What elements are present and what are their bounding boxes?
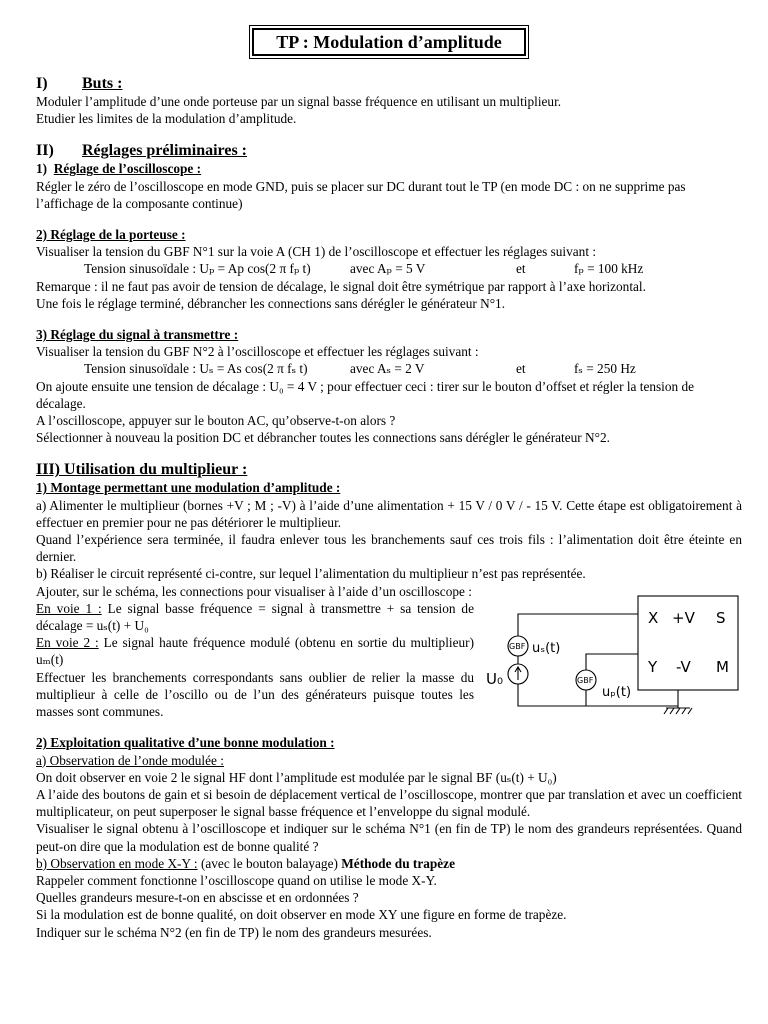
carrier-et: et [516, 261, 526, 277]
document-page [36, 28, 742, 941]
pin-y-label: Y [648, 657, 658, 676]
u0-label: U₀ [486, 669, 503, 688]
page-title: TP : Modulation d’amplitude [252, 28, 526, 56]
gbf-1-label: GBF [509, 641, 526, 651]
carrier-remark: Remarque : il ne faut pas avoir de tension de décalage, le signal doit être symétrique par rapport à l’axe horizontal. [36, 278, 646, 294]
pin-m-label: M [716, 657, 729, 676]
xy-line-1: Rappeler comment fonctionne l’oscilloscope quand on utilise le mode X-Y. [36, 872, 437, 888]
subsection-2-2-heading: 2) Réglage de la porteuse : [36, 227, 186, 243]
voie-1-text: Le signal basse fréquence = signal à transmettre + sa tension de décalage = uₛ(t) + U₀ [36, 600, 474, 634]
xy-line-2: Quelles grandeurs mesure-t-on en abscisse et en ordonnées ? [36, 890, 359, 906]
up-label: uₚ(t) [602, 684, 632, 700]
carrier-frequency: fₚ = 100 kHz [574, 261, 644, 277]
section-2-heading [36, 141, 742, 160]
multiplier-end-text: Quand l’expérience sera terminée, il faudra enlever tous les branchements sauf ces trois fils : l’alimentation doit être éteinte en dernier. [36, 532, 742, 565]
subsection-2-1-heading [36, 160, 742, 177]
subsection-2-1-title: Réglage de l’oscilloscope : [53, 161, 202, 177]
goal-line-2: Etudier les limites de la modulation d’amplitude. [36, 111, 297, 127]
xy-line-4: Indiquer sur le schéma N°2 (en fin de TP) le nom des grandeurs mesurées. [36, 924, 432, 940]
xy-line-3: Si la modulation est de bonne qualité, on doit observer en mode XY une figure en forme de trapèze. [36, 907, 567, 923]
offset-text: On ajoute ensuite une tension de décalage : U₀ = 4 V ; pour effectuer ceci : tirer sur le bouton d’offset et régler la tension de décalage. [36, 378, 695, 411]
signal-tension: Tension sinusoïdale : Uₛ = As cos(2 π fₛ t) [84, 361, 308, 377]
subsection-2-3-heading: 3) Réglage du signal à transmettre : [36, 327, 239, 343]
ac-question: A l’oscilloscope, appuyer sur le bouton AC, qu’observe-t-on alors ? [36, 413, 396, 429]
xy-heading-line [36, 855, 742, 872]
subsection-3-1-heading: 1) Montage permettant une modulation d’amplitude : [36, 480, 341, 496]
modulated-wave-1: On doit observer en voie 2 le signal HF dont l’amplitude est modulée par le signal BF (uₛ(t) + U₀) [36, 769, 557, 785]
signal-amplitude: avec Aₛ = 2 V [350, 361, 425, 377]
voie-2 [36, 634, 474, 668]
carrier-params [36, 260, 742, 277]
wire-y [586, 654, 638, 670]
section-3-heading: III) Utilisation du multiplieur : [36, 461, 248, 479]
signal-et: et [516, 361, 526, 377]
us-label: uₛ(t) [532, 640, 561, 656]
xy-paren: (avec le bouton balayage) [197, 855, 342, 871]
signal-line-1: Visualiser la tension du GBF N°2 à l’oscilloscope et effectuer les réglages suivant : [36, 344, 479, 360]
oscilloscope-setting-text: Régler le zéro de l’oscilloscope en mode GND, puis se placer sur DC durant tout le TP (en mode DC : on ne supprime pas l’affichage de la composante continue) [36, 178, 686, 211]
section-2-title: Réglages préliminaires : [82, 142, 248, 160]
voies-text [36, 600, 474, 720]
subsection-3-2-heading: 2) Exploitation qualitative d’une bonne modulation : [36, 735, 335, 751]
pin-minus-v-label: -V [676, 657, 691, 676]
section-1-heading [36, 74, 742, 93]
voie-2-label: En voie 2 : [36, 635, 99, 651]
oscillo-instruction: Ajouter, sur le schéma, les connections pour visualiser à l’aide d’un oscilloscope : [36, 583, 472, 599]
xy-heading: b) Observation en mode X-Y : [36, 855, 198, 871]
goal-line-1: Moduler l’amplitude d’une onde porteuse par un signal basse fréquence en utilisant un multiplieur. [36, 94, 562, 109]
signal-frequency: fₛ = 250 Hz [574, 361, 636, 377]
gbf-2-label: GBF [577, 675, 594, 685]
modulated-wave-3: Visualiser le signal obtenu à l’oscilloscope et indiquer sur le schéma N°1 (en fin de TP) le nom des grandeurs représentées. Quand peut-on dire que la modulation est de bonne qualité ? [36, 821, 742, 854]
voie-2-text: Le signal haute fréquence modulé (obtenu en sortie du multiplieur) uₘ(t) [36, 635, 474, 668]
section-2-number: II) [36, 142, 54, 160]
subsection-2-1-number: 1) [36, 161, 48, 177]
pin-x-label: X [648, 608, 659, 627]
circuit-block [36, 600, 742, 720]
wire-x [518, 614, 638, 636]
signal-params [36, 360, 742, 377]
dc-instruction: Sélectionner à nouveau la position DC et débrancher toutes les connections sans dérégler le générateur N°2. [36, 430, 610, 446]
modulated-wave-heading: a) Observation de l’onde modulée : [36, 752, 224, 768]
multiplier-power-text: a) Alimenter le multiplieur (bornes +V ; M ; -V) à l’aide d’une alimentation + 15 V / 0 V / - 15 V. Cette étape est obligatoirement à effectuer en premier pour ne pas détériorer le multiplieur. [36, 497, 742, 530]
wire-ground [518, 684, 586, 706]
connections-text: Effectuer les branchements correspondants sans oublier de relier la masse du multiplieur à celle de l’oscillo ou de l’un des générateurs puisque toutes les masses sont communes. [36, 669, 474, 720]
carrier-tension: Tension sinusoïdale : Uₚ = Ap cos(2 π fₚ t) [84, 261, 311, 277]
carrier-line-1: Visualiser la tension du GBF N°1 sur la voie A (CH 1) de l’oscilloscope et effectuer les réglages suivant : [36, 244, 597, 260]
carrier-amplitude: avec Aₚ = 5 V [350, 261, 426, 277]
section-1-number: I) [36, 75, 48, 92]
multiplier-circuit-diagram [482, 594, 742, 730]
section-1-title: Buts : [82, 75, 123, 92]
pin-plus-v-label: +V [672, 608, 695, 627]
modulated-wave-2: A l’aide des boutons de gain et si besoin de déplacement vertical de l’oscilloscope, montrer que par translation et avec un coefficient multiplicateur, on peut superposer le signal basse fréquence et l’enveloppe du signal modulé. [36, 786, 742, 820]
carrier-end: Une fois le réglage terminé, débrancher les connections sans dérégler le générateur N°1. [36, 295, 506, 311]
circuit-instruction: b) Réaliser le circuit représenté ci-contre, sur lequel l’alimentation du multiplieur n’est pas représentée. [36, 566, 586, 582]
voie-1-label: En voie 1 : [36, 600, 102, 616]
pin-s-label: S [716, 608, 726, 627]
voie-1 [36, 600, 474, 634]
trapezoid-method: Méthode du trapèze [341, 855, 455, 871]
